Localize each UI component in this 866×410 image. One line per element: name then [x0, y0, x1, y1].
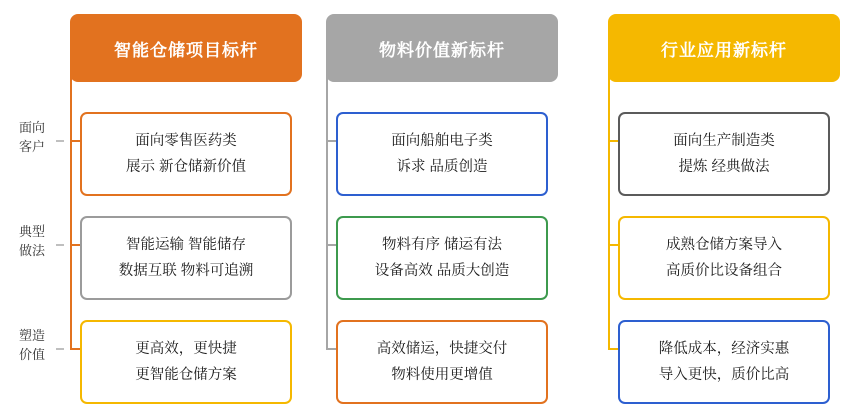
column-1-header: 智能仓储项目标杆 — [70, 14, 302, 82]
column-1-card-3 — [80, 320, 292, 404]
column-2-card-1-line2: 诉求 品质创造 — [396, 159, 488, 175]
row-label-customer-line1: 面向 — [18, 120, 45, 135]
column-3-card-3-line1: 降低成本，经济实惠 — [658, 341, 790, 357]
column-2-card-1-line1: 面向船舶电子类 — [391, 133, 493, 149]
column-industry-application — [600, 14, 848, 396]
column-1-card-2 — [80, 216, 292, 300]
column-2-card-2 — [336, 216, 548, 300]
column-2-card-3-line1: 高效储运，快捷交付 — [376, 341, 508, 357]
row-label-value-line1: 塑造 — [18, 328, 45, 343]
column-2-card-2-line2: 设备高效 品质大创造 — [374, 263, 510, 279]
column-1-card-3-line1: 更高效，更快捷 — [135, 341, 237, 357]
row-label-customer-line2: 客户 — [18, 139, 45, 154]
column-3-card-3 — [618, 320, 830, 404]
column-3-card-1-line2: 提炼 经典做法 — [678, 159, 770, 175]
row-label-customer — [6, 118, 58, 156]
column-3-card-1-line1: 面向生产制造类 — [673, 133, 775, 149]
row-label-value-line2: 价值 — [18, 347, 45, 362]
column-3-card-3-line2: 导入更快，质价比高 — [658, 367, 790, 383]
column-3-card-2 — [618, 216, 830, 300]
row-label-practice-line1: 典型 — [18, 224, 45, 239]
column-1-card-1-line2: 展示 新仓储新价值 — [125, 159, 247, 175]
column-2-header: 物料价值新标杆 — [326, 14, 558, 82]
column-smart-warehouse — [62, 14, 310, 396]
row-label-practice-line2: 做法 — [18, 243, 45, 258]
column-2-card-1 — [336, 112, 548, 196]
row-labels — [6, 100, 58, 390]
column-1-card-2-line1: 智能运输 智能储存 — [125, 237, 247, 253]
column-2-card-3-line2: 物料使用更增值 — [391, 367, 493, 383]
column-1-card-1-line1: 面向零售医药类 — [135, 133, 237, 149]
row-label-practice — [6, 222, 58, 260]
column-2-card-2-line1: 物料有序 储运有法 — [381, 237, 503, 253]
column-2-card-3 — [336, 320, 548, 404]
column-3-card-2-line1: 成熟仓储方案导入 — [666, 237, 782, 253]
column-3-header: 行业应用新标杆 — [608, 14, 840, 82]
column-material-value — [318, 14, 566, 396]
column-3-card-2-line2: 高质价比设备组合 — [666, 263, 782, 279]
column-1-card-2-line2: 数据互联 物料可追溯 — [118, 263, 254, 279]
row-label-value — [6, 326, 58, 364]
column-3-card-1 — [618, 112, 830, 196]
column-1-card-3-line2: 更智能仓储方案 — [135, 367, 237, 383]
column-1-card-1 — [80, 112, 292, 196]
